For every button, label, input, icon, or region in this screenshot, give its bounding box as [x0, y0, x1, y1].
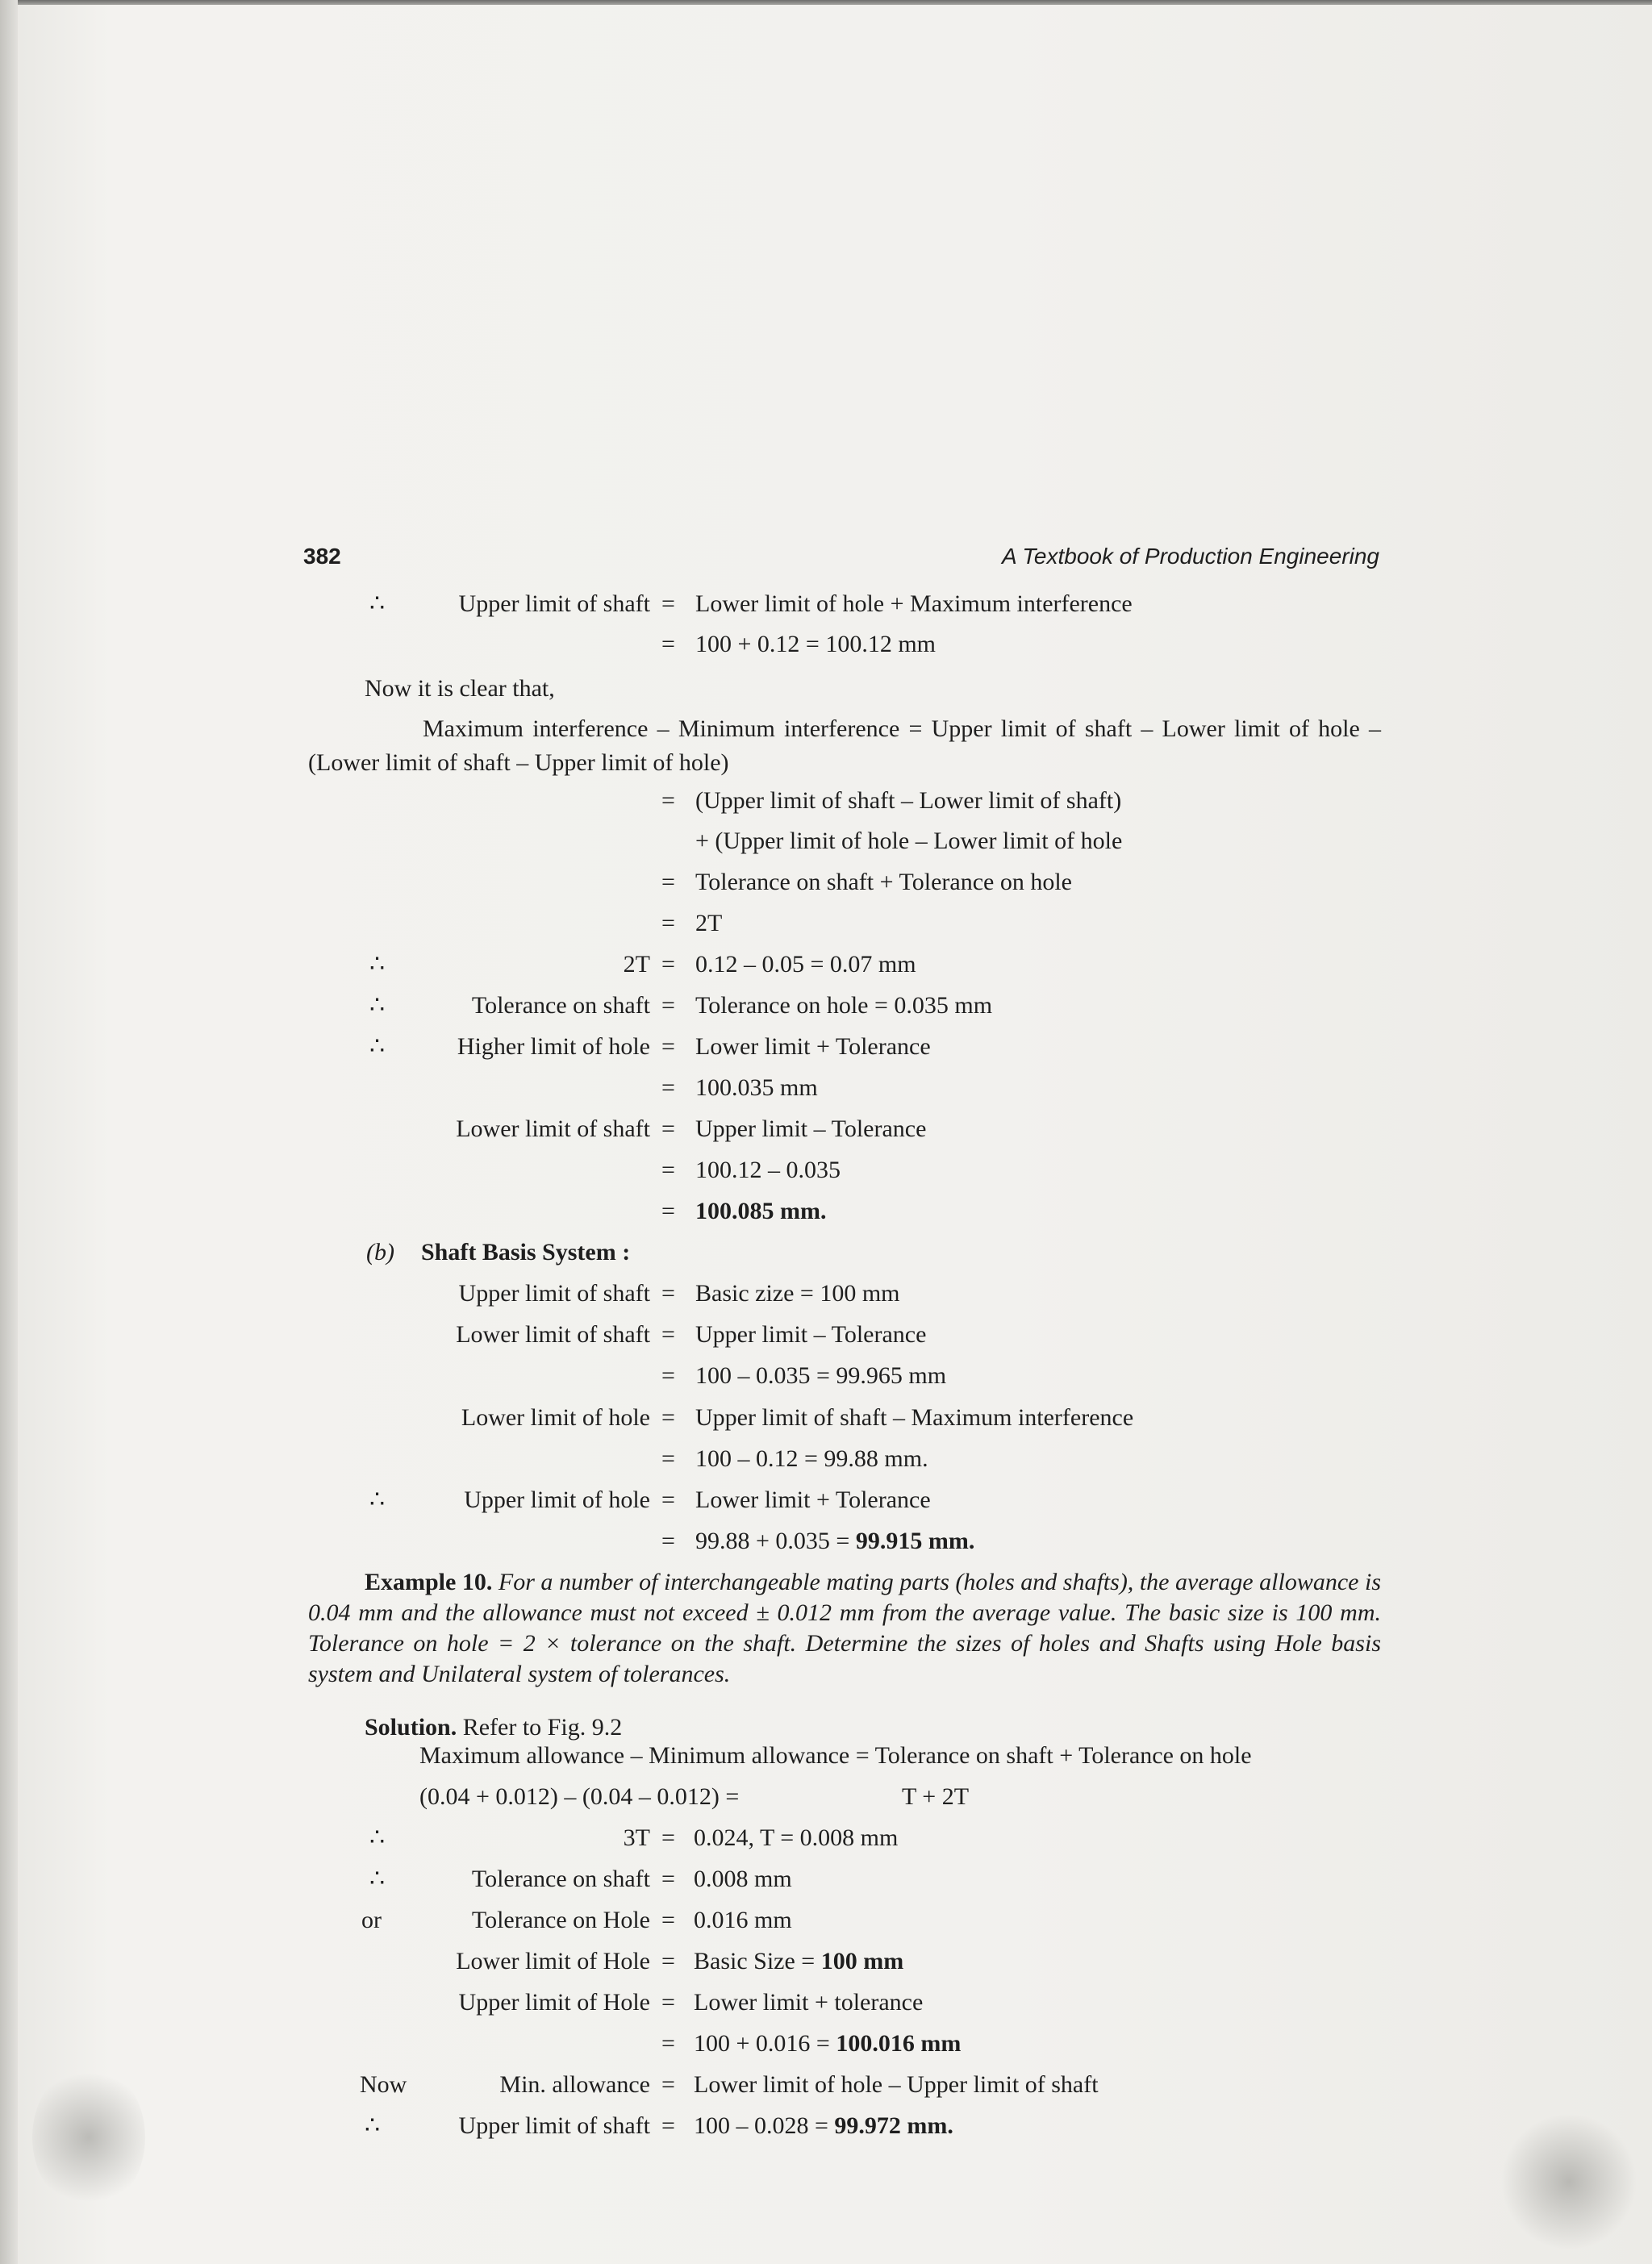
equals-sign: =	[661, 1033, 675, 1060]
equation-rhs: 100 – 0.12 = 99.88 mm.	[695, 1445, 928, 1472]
example-label: Example 10.	[365, 1569, 493, 1595]
equation-lhs: Min. allowance	[499, 2071, 650, 2098]
scan-left-edge	[0, 0, 18, 2264]
equation-rhs: Lower limit of hole – Upper limit of shaft	[694, 2071, 1099, 2098]
equals-sign: =	[661, 910, 675, 936]
equation-lhs: 3T	[623, 1824, 650, 1851]
page-number: 382	[303, 544, 341, 569]
equals-sign: =	[661, 590, 675, 617]
equals-sign: =	[661, 1445, 675, 1472]
equals-sign: =	[661, 992, 675, 1019]
equation-rhs: 0.12 – 0.05 = 0.07 mm	[695, 951, 916, 978]
equation-rhs: 99.88 + 0.035 = 99.915 mm.	[695, 1528, 975, 1554]
equals-sign: =	[661, 1157, 675, 1183]
book-title: A Textbook of Production Engineering	[1001, 544, 1379, 569]
therefore-symbol: ∴	[369, 992, 386, 1019]
therefore-symbol: ∴	[369, 1866, 386, 1892]
therefore-symbol: ∴	[365, 2112, 381, 2139]
equation-rhs: Lower limit of hole + Maximum interference	[695, 590, 1133, 617]
section-title: Shaft Basis System :	[421, 1239, 631, 1265]
equation-rhs: 0.008 mm	[694, 1866, 792, 1892]
equals-sign: =	[661, 2112, 675, 2139]
solution-line: Solution. Refer to Fig. 9.2	[365, 1714, 623, 1741]
example-text: For a number of interchangeable mating parts (holes and shafts), the average allowance is 0.04 mm and the allowance must not exceed ± 0.012 mm from the average value. The basic size is 100 mm. Tolerance on hole = 2 × tolerance on the shaft. Determine the sizes of holes and Shafts using Hole basis system and Unilateral system of tolerances.	[308, 1569, 1381, 1687]
therefore-symbol: ∴	[369, 1486, 386, 1513]
equals-sign: =	[661, 951, 675, 978]
equation-rhs: Tolerance on hole = 0.035 mm	[695, 992, 993, 1019]
equation-lhs: Lower limit of shaft	[456, 1321, 650, 1348]
equation-result: 100.085 mm.	[695, 1198, 827, 1224]
equals-sign: =	[661, 787, 675, 814]
equation-rhs: Lower limit + Tolerance	[695, 1033, 931, 1060]
equals-sign: =	[661, 1362, 675, 1389]
equation-rhs: 0.024, T = 0.008 mm	[694, 1824, 899, 1851]
equals-sign: =	[661, 1989, 675, 2016]
equation-rhs: 100.035 mm	[695, 1074, 818, 1101]
equation-lhs: Upper limit of Hole	[458, 1989, 650, 2016]
equation-rhs: Tolerance on shaft + Tolerance on hole	[695, 869, 1072, 895]
equation-rhs: 100 + 0.016 = 100.016 mm	[694, 2030, 962, 2057]
equation-rhs: Upper limit of shaft – Maximum interference	[695, 1404, 1134, 1431]
equation-rhs: Upper limit – Tolerance	[695, 1321, 927, 1348]
equation-rhs: 2T	[695, 910, 723, 936]
equals-sign: =	[661, 1907, 675, 1933]
equals-sign: =	[661, 1404, 675, 1431]
equation-rhs: 100 – 0.028 = 99.972 mm.	[694, 2112, 953, 2139]
equals-sign: =	[661, 2071, 675, 2098]
equals-sign: =	[661, 1321, 675, 1348]
equation-lhs: Lower limit of Hole	[456, 1948, 650, 1974]
equation-rhs: Upper limit – Tolerance	[695, 1115, 927, 1142]
scan-smudge	[1500, 2113, 1637, 2250]
section-label: (b)	[366, 1239, 394, 1265]
equals-sign: =	[661, 2030, 675, 2057]
equals-sign: =	[661, 1198, 675, 1224]
equals-sign: =	[661, 1115, 675, 1142]
equation-rhs: Basic zize = 100 mm	[695, 1280, 900, 1307]
equation-rhs: + (Upper limit of hole – Lower limit of hole	[695, 828, 1123, 854]
text-line: Now it is clear that,	[365, 675, 555, 702]
equation-lhs: Lower limit of hole	[461, 1404, 650, 1431]
equals-sign: =	[661, 631, 675, 657]
equals-sign: =	[661, 1866, 675, 1892]
therefore-symbol: ∴	[369, 1033, 386, 1060]
equals-sign: =	[661, 869, 675, 895]
equation-lhs: Upper limit of shaft	[458, 1280, 650, 1307]
equals-sign: =	[661, 1528, 675, 1554]
therefore-symbol: ∴	[369, 1824, 386, 1851]
equation-lhs: Lower limit of shaft	[456, 1115, 650, 1142]
now-label: Now	[360, 2071, 407, 2098]
equation-full: Maximum allowance – Minimum allowance = Tolerance on shaft + Tolerance on hole	[419, 1742, 1252, 1769]
scan-smudge	[32, 2065, 145, 2210]
equation-rhs: Lower limit + Tolerance	[695, 1486, 931, 1513]
equation-lhs: Tolerance on shaft	[471, 992, 650, 1019]
equation-rhs: T + 2T	[902, 1783, 970, 1810]
equation-rhs: Basic Size = 100 mm	[694, 1948, 904, 1974]
equation-rhs: 100 – 0.035 = 99.965 mm	[695, 1362, 947, 1389]
equals-sign: =	[661, 1280, 675, 1307]
equation-lhs: Higher limit of hole	[457, 1033, 650, 1060]
equation-rhs: 100.12 – 0.035	[695, 1157, 841, 1183]
equation-rhs: 100 + 0.12 = 100.12 mm	[695, 631, 937, 657]
equation-lhs: Upper limit of shaft	[458, 590, 650, 617]
equation-lhs: Tolerance on shaft	[471, 1866, 650, 1892]
equals-sign: =	[661, 1824, 675, 1851]
equals-sign: =	[661, 1948, 675, 1974]
therefore-symbol: ∴	[369, 951, 386, 978]
equation-rhs: 0.016 mm	[694, 1907, 792, 1933]
equation-lhs: Tolerance on Hole	[471, 1907, 650, 1933]
example-paragraph	[308, 1567, 1381, 1690]
equals-sign: =	[661, 1486, 675, 1513]
text-paragraph: Maximum interference – Minimum interference = Upper limit of shaft – Lower limit of hole – (Lower limit of shaft – Upper limit of hole)	[308, 715, 1381, 776]
equation-lhs: 2T	[623, 951, 650, 978]
equation-lhs: (0.04 + 0.012) – (0.04 – 0.012) =	[419, 1783, 740, 1810]
equation-lhs: Upper limit of shaft	[458, 2112, 650, 2139]
therefore-symbol: ∴	[369, 590, 386, 617]
or-label: or	[361, 1907, 382, 1933]
equals-sign: =	[661, 1074, 675, 1101]
equation-lhs: Upper limit of hole	[464, 1486, 650, 1513]
equation-rhs: Lower limit + tolerance	[694, 1989, 924, 2016]
equation-rhs: (Upper limit of shaft – Lower limit of shaft)	[695, 787, 1122, 814]
